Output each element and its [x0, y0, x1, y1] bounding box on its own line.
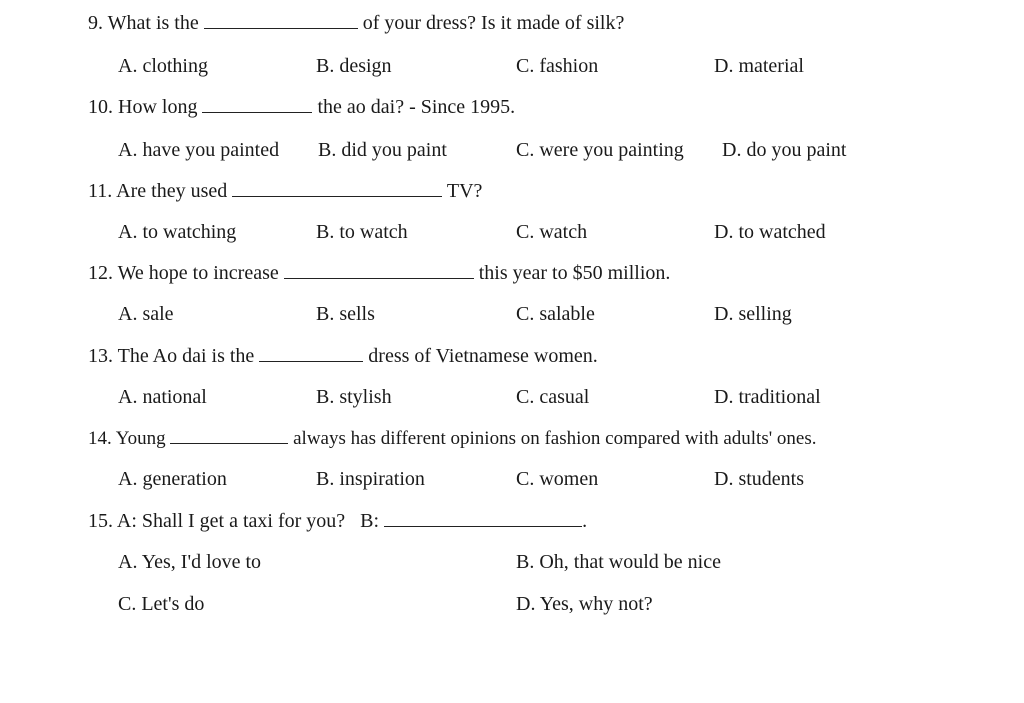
question-text-before: Are they used: [116, 180, 228, 202]
option-b: B. Oh, that would be nice: [516, 551, 721, 573]
question-13: [88, 343, 598, 368]
question-14: [88, 425, 816, 451]
option-c: C. fashion: [516, 55, 599, 77]
answer-blank: [204, 10, 358, 29]
question-number: 11.: [88, 180, 113, 202]
option-c: C. women: [516, 468, 599, 490]
option-c: C. salable: [516, 303, 595, 325]
option-d: D. selling: [714, 303, 792, 325]
question-15: [88, 508, 587, 533]
question-text-before: The Ao dai is the: [117, 345, 255, 367]
option-a: A. to watching: [118, 221, 237, 243]
question-10: [88, 94, 515, 119]
option-d: D. to watched: [714, 221, 826, 243]
question-text-after: this year to $50 million.: [478, 262, 671, 284]
option-d: D. traditional: [714, 386, 821, 408]
option-c: C. casual: [516, 386, 590, 408]
option-b: B. inspiration: [316, 468, 425, 490]
question-number: 9.: [88, 12, 103, 34]
question-text-after: always has different opinions on fashion compared with adults' ones.: [293, 428, 817, 449]
question-number: 14.: [88, 428, 112, 449]
option-c: C. Let's do: [118, 593, 205, 615]
question-text-after: of your dress? Is it made of silk?: [362, 12, 625, 34]
option-d: D. students: [714, 468, 804, 490]
answer-blank: [232, 178, 442, 197]
question-text-after: dress of Vietnamese women.: [368, 345, 598, 367]
question-text-before: A: Shall I get a taxi for you? B:: [116, 510, 380, 532]
answer-blank: [384, 508, 582, 527]
option-a: A. sale: [118, 303, 174, 325]
option-d: D. Yes, why not?: [516, 593, 653, 615]
option-c: C. watch: [516, 221, 588, 243]
option-b: B. design: [316, 55, 392, 77]
answer-blank: [284, 260, 474, 279]
answer-blank: [259, 343, 363, 362]
option-d: D. material: [714, 55, 804, 77]
answer-blank: [170, 425, 288, 444]
question-text-after: .: [582, 510, 588, 532]
question-text-before: We hope to increase: [117, 262, 279, 284]
question-number: 15.: [88, 510, 113, 532]
option-a: A. Yes, I'd love to: [118, 551, 262, 573]
question-text-before: How long: [118, 96, 198, 118]
question-text-after: the ao dai? - Since 1995.: [317, 96, 516, 118]
option-c: C. were you painting: [516, 139, 684, 161]
option-b: B. did you paint: [318, 139, 447, 161]
option-b: B. stylish: [316, 386, 392, 408]
question-11: [88, 178, 482, 203]
question-number: 13.: [88, 345, 113, 367]
option-b: B. to watch: [316, 221, 408, 243]
question-number: 12.: [88, 262, 113, 284]
option-a: A. national: [118, 386, 207, 408]
option-a: A. generation: [118, 468, 227, 490]
question-9: [88, 10, 624, 35]
option-b: B. sells: [316, 303, 375, 325]
option-a: A. clothing: [118, 55, 208, 77]
option-a: A. have you painted: [118, 139, 280, 161]
question-number: 10.: [88, 96, 113, 118]
question-text-before: What is the: [107, 12, 199, 34]
answer-blank: [202, 94, 312, 113]
question-text-before: Young: [115, 428, 166, 449]
question-text-after: TV?: [446, 180, 483, 202]
option-d: D. do you paint: [722, 139, 847, 161]
question-12: [88, 260, 670, 285]
